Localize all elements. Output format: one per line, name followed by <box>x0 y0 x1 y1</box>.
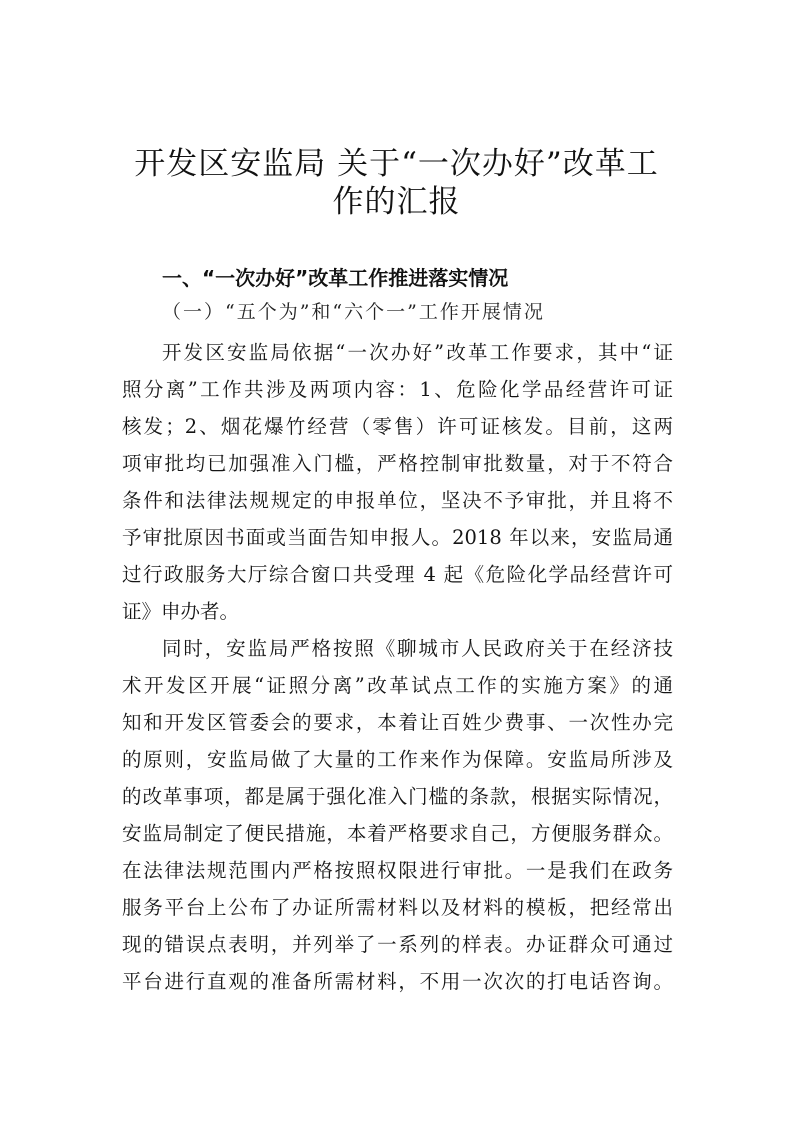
paragraph-1-line: 过行政服务大厅综合窗口共受理 4 起《危险化学品经营许可 <box>122 563 673 586</box>
paragraph-2-line: 现的错误点表明，并列举了一系列的样表。办证群众可通过 <box>122 933 673 956</box>
paragraph-2-line: 平台进行直观的准备所需材料，不用一次次的打电话咨询。 <box>122 970 673 993</box>
paragraph-2-line: 的原则，安监局做了大量的工作来作为保障。安监局所涉及 <box>122 748 673 771</box>
paragraph-1-line: 条件和法律法规规定的申报单位，坚决不予审批，并且将不 <box>122 489 673 512</box>
paragraph-2-line: 安监局制定了便民措施，本着严格要求自己，方便服务群众。 <box>122 822 673 845</box>
subsection-heading: （一）“五个为”和“六个一”工作开展情况 <box>162 301 545 323</box>
paragraph-1-line: 证》申办者。 <box>122 600 240 623</box>
paragraph-1-line: 开发区安监局依据“一次办好”改革工作要求，其中“证 <box>162 341 673 364</box>
paragraph-1-line: 予审批原因书面或当面告知申报人。2018 年以来，安监局通 <box>122 526 673 549</box>
document-title-line-2: 作的汇报 <box>332 184 461 220</box>
document-title-line-1: 开发区安监局 关于“一次办好”改革工 <box>134 146 659 182</box>
paragraph-1-line: 核发；2、烟花爆竹经营（零售）许可证核发。目前，这两 <box>122 415 673 438</box>
paragraph-2-line: 的改革事项，都是属于强化准入门槛的条款，根据实际情况， <box>122 785 673 808</box>
paragraph-2-line: 知和开发区管委会的要求，本着让百姓少费事、一次性办完 <box>122 711 673 734</box>
section-heading: 一、“一次办好”改革工作推进落实情况 <box>162 266 509 290</box>
paragraph-1-line: 项审批均已加强准入门槛，严格控制审批数量，对于不符合 <box>122 452 673 475</box>
paragraph-2-line: 在法律法规范围内严格按照权限进行审批。一是我们在政务 <box>122 859 673 882</box>
paragraph-2-line: 术开发区开展“证照分离”改革试点工作的实施方案》的通 <box>122 674 673 697</box>
paragraph-2-line: 同时，安监局严格按照《聊城市人民政府关于在经济技 <box>162 637 673 660</box>
paragraph-1-line: 照分离”工作共涉及两项内容：1、危险化学品经营许可证 <box>122 378 673 401</box>
paragraph-2-line: 服务平台上公布了办证所需材料以及材料的模板，把经常出 <box>122 896 673 919</box>
